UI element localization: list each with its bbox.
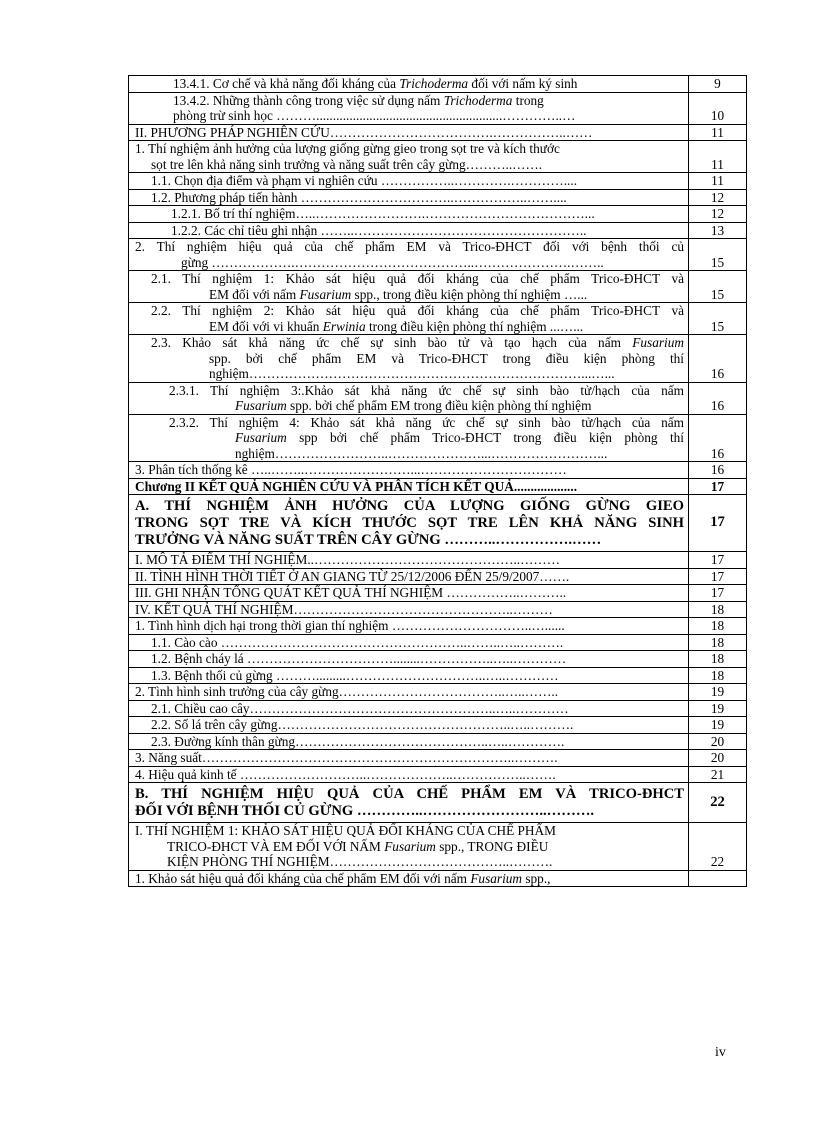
toc-entry-line (151, 190, 684, 206)
toc-entry-text: 13.4.1. Cơ chế và khả năng đối kháng của (173, 76, 400, 91)
toc-entry-line (135, 602, 684, 618)
toc-entry-line (173, 93, 684, 109)
toc-entry (129, 783, 689, 823)
toc-page-number: 15 (689, 239, 747, 271)
toc-entry-text: 2.1. Chiều cao cây………………………………………………..…..………… (151, 700, 569, 716)
toc-entry-line (171, 206, 684, 222)
toc-entry-line (135, 498, 684, 515)
toc-entry-line (135, 803, 684, 820)
toc-page-number: 18 (689, 667, 747, 684)
toc-row (129, 206, 747, 223)
toc-entry (129, 667, 689, 684)
toc-entry-italic: Fusarium (235, 398, 287, 413)
toc-entry-italic: Trichoderma (399, 76, 469, 91)
toc-entry-line (169, 430, 684, 446)
toc-entry-text: KIỆN PHÒNG THÍ NGHIỆM…………………………………..………. (167, 854, 553, 869)
toc-row (129, 750, 747, 767)
toc-entry (129, 173, 689, 190)
toc-entry-text: 1.2.1. Bố trí thí nghiệm…..…………………….………………………………... (171, 206, 595, 221)
toc-entry (129, 568, 689, 585)
page-number: iv (715, 1045, 726, 1060)
toc-entry-text: EM đối với nấm (209, 286, 300, 302)
toc-entry (129, 733, 689, 750)
toc-entry-text: spp. bởi chế phẩm EM và Trico-ĐHCT trong điều kiện phòng thí (209, 350, 684, 366)
toc-entry (129, 124, 689, 141)
toc-entry-line (135, 141, 684, 157)
toc-entry-text: IV. KẾT QUẢ THÍ NGHIỆM…………………………………………..……… (135, 601, 553, 617)
toc-entry-text: A. THÍ NGHIỆM ẢNH HƯỞNG CỦA LƯỢNG GIỐNG GỪNG GIEO (135, 498, 684, 514)
toc-entry (129, 239, 689, 271)
toc-entry-italic: Fusarium (299, 286, 352, 302)
toc-entry (129, 634, 689, 651)
toc-row (129, 141, 747, 173)
toc-row (129, 382, 747, 414)
toc-row (129, 462, 747, 479)
toc-entry-text: 2. Tình hình sinh trưởng của cây gừng………………………………..…..…….. (135, 684, 559, 699)
toc-row (129, 783, 747, 823)
toc-entry-text: EM đối với vi khuẩn (209, 318, 323, 334)
toc-entry-text: B. THÍ NGHIỆM HIỆU QUẢ CỦA CHẾ PHẨM EM VÀ TRICO-ĐHCT (135, 786, 684, 802)
toc-page-number: 12 (689, 206, 747, 223)
toc-page-number: 18 (689, 618, 747, 635)
toc-page-number: 17 (689, 552, 747, 569)
toc-row (129, 717, 747, 734)
toc-entry-after: spp., (522, 870, 551, 886)
toc-page-number: 16 (689, 414, 747, 462)
toc-entry-text: phòng trừ sinh học ………........................................................…………..… (173, 108, 576, 123)
toc-page-number: 19 (689, 684, 747, 701)
toc-entry-text: 1.1. Chọn địa điểm và phạm vi nghiên cứu ……………..………….………….... (151, 173, 578, 188)
toc-row (129, 601, 747, 618)
toc-entry-text: 1.3. Bệnh thối củ gừng ……….........…………………………..…..………… (151, 667, 559, 683)
toc-entry-line (135, 125, 684, 141)
toc-entry-after: đối với nấm ký sinh (468, 76, 578, 91)
toc-entry-line (151, 717, 684, 733)
toc-entry-line (151, 635, 684, 651)
toc-page-number: 20 (689, 733, 747, 750)
toc-page-number: 11 (689, 124, 747, 141)
toc-page-number (689, 870, 747, 887)
toc-row (129, 667, 747, 684)
toc-entry-text: 2.3. Đường kính thân gừng……………………………………..…..…………. (151, 733, 565, 749)
toc-entry-line (135, 871, 684, 887)
toc-row (129, 684, 747, 701)
toc-entry (129, 684, 689, 701)
toc-entry-line (151, 335, 684, 351)
toc-entry (129, 870, 689, 887)
toc-entry-line (151, 303, 684, 319)
toc-entry-text: 1.1. Cào cào ………………………………………………..……..…..………. (151, 634, 564, 650)
toc-page-number: 18 (689, 601, 747, 618)
toc-page-number: 18 (689, 651, 747, 668)
toc-page-number: 11 (689, 141, 747, 173)
toc-row (129, 414, 747, 462)
toc-page-number: 17 (689, 585, 747, 602)
toc-row (129, 823, 747, 871)
toc-entry-line (135, 239, 684, 255)
toc-entry-italic: Fusarium (384, 838, 436, 854)
toc-entry-line (135, 552, 684, 568)
toc-entry-text: spp., TRONG ĐIỀU (435, 838, 549, 854)
toc-entry-line (135, 839, 684, 855)
toc-entry (129, 462, 689, 479)
toc-row (129, 189, 747, 206)
toc-page-number: 22 (689, 783, 747, 823)
toc-body (129, 76, 747, 887)
toc-row (129, 495, 747, 552)
toc-entry-text: ĐỐI VỚI BỆNH THỐI CỦ GỪNG …………..……………………..………. (135, 803, 595, 819)
toc-row (129, 634, 747, 651)
toc-entry-line (135, 479, 684, 495)
toc-entry-text: I. MÔ TẢ ĐIỂM THÍ NGHIỆM..………………………………………..……… (135, 552, 560, 567)
toc-entry-text: nghiệm……………………..…………………...……………………... (235, 445, 608, 461)
toc-entry-text: 2.3.2. Thí nghiệm 4: Khảo sát khả năng ức chế sự sinh bào tử/hạch của nấm (169, 414, 684, 430)
toc-entry-text: TRICO-ĐHCT VÀ EM ĐỐI VỚI NẤM (167, 838, 385, 854)
toc-entry-text: 2.3. Khảo sát khả năng ức chế sự sinh bào tử và tạo hạch của nấm (151, 335, 633, 350)
table-of-contents (128, 75, 747, 887)
toc-entry-after: trong (512, 92, 544, 108)
toc-row (129, 552, 747, 569)
toc-entry-line (151, 734, 684, 750)
toc-entry (129, 495, 689, 552)
toc-page-number: 13 (689, 222, 747, 239)
toc-entry-line (135, 618, 684, 634)
toc-entry-text: 2.1. Thí nghiệm 1: Khảo sát hiệu quả đối kháng của chế phẩm Trico-ĐHCT và (151, 271, 684, 286)
toc-row (129, 766, 747, 783)
toc-page-number: 15 (689, 271, 747, 303)
toc-entry-text: 3. Phân tích thống kê …..……..……………………...…………………………… (135, 462, 567, 477)
toc-page-number: 19 (689, 717, 747, 734)
toc-page-number: 17 (689, 495, 747, 552)
toc-entry-text: Chương II KẾT QUẢ NGHIÊN CỨU VÀ PHÂN TÍCH KẾT QUẢ................... (135, 478, 578, 494)
toc-entry-line (135, 684, 684, 700)
toc-entry-text: 1. Thí nghiệm ảnh hưởng của lượng giống gừng gieo trong sọt tre và kích thước (135, 141, 560, 156)
toc-entry-text: III. GHI NHẬN TỔNG QUÁT KẾT QUẢ THÍ NGHIỆM ……………..……….. (135, 585, 567, 600)
toc-row (129, 124, 747, 141)
toc-entry-line (151, 701, 684, 717)
toc-page-number: 20 (689, 750, 747, 767)
toc-entry-line (135, 569, 684, 585)
toc-entry (129, 552, 689, 569)
toc-entry-text: TRONG SỌT TRE VÀ KÍCH THƯỚC SỌT TRE LÊN KHẢ NĂNG SINH (135, 515, 684, 531)
toc-page-number: 16 (689, 382, 747, 414)
toc-entry-line (135, 585, 684, 601)
toc-row (129, 173, 747, 190)
toc-entry-text: 4. Hiệu quả kinh tế ………………………..………………..……………..……. (135, 766, 556, 782)
toc-page-number: 17 (689, 478, 747, 495)
toc-entry (129, 206, 689, 223)
toc-entry-line (169, 415, 684, 431)
toc-entry (129, 222, 689, 239)
toc-entry (129, 766, 689, 783)
toc-entry (129, 601, 689, 618)
toc-row (129, 335, 747, 383)
toc-row (129, 76, 747, 93)
toc-row (129, 222, 747, 239)
toc-row (129, 651, 747, 668)
toc-entry-text: 1.2. Bệnh cháy lá ……………………………........……………..…..………… (151, 651, 567, 666)
toc-entry (129, 189, 689, 206)
toc-row (129, 568, 747, 585)
toc-entry-text: 2.2. Thí nghiệm 2: Khảo sát hiệu quả đối kháng của chế phẩm Trico-ĐHCT và (151, 303, 684, 318)
toc-row (129, 271, 747, 303)
toc-entry-line (151, 351, 684, 367)
toc-entry (129, 141, 689, 173)
toc-row (129, 700, 747, 717)
toc-entry-text: 2.3.1. Thí nghiệm 3:.Khảo sát khả năng ức chế sự sinh bào tử/hạch của nấm (169, 382, 684, 398)
toc-row (129, 618, 747, 635)
toc-entry-line (169, 398, 684, 414)
toc-entry-text: II. TÌNH HÌNH THỜI TIẾT Ở AN GIANG TỪ 25/12/2006 ĐẾN 25/9/2007……. (135, 568, 570, 584)
toc-entry-italic: Trichoderma (443, 92, 513, 108)
toc-row (129, 92, 747, 124)
toc-entry (129, 76, 689, 93)
toc-entry-text: trong điều kiện phòng thí nghiệm ...…... (365, 318, 584, 334)
toc-entry-line (173, 108, 684, 124)
toc-entry-text: sọt tre lên khả năng sinh trưởng và năng suất trên cây gừng………..……. (151, 156, 543, 172)
toc-entry-text: 3. Năng suất……………………………………………………………..………. (135, 750, 558, 765)
toc-entry-text: 1. Khảo sát hiệu quả đối kháng của chế phẩm EM đối với nấm (135, 870, 471, 886)
toc-entry-line (151, 287, 684, 303)
toc-entry-line (173, 76, 684, 92)
toc-entry-text: 1.2. Phương pháp tiến hành ……………………………..……………..…….... (151, 189, 567, 205)
toc-entry-text: TRƯỞNG VÀ NĂNG SUẤT TRÊN CÂY GỪNG ………..…………….…… (135, 532, 602, 548)
toc-entry-line (135, 515, 684, 532)
toc-page-number: 22 (689, 823, 747, 871)
toc-entry-text: nghiệm…………………………………………………………………...…... (209, 366, 615, 381)
toc-page-number: 9 (689, 76, 747, 93)
toc-entry (129, 414, 689, 462)
toc-entry-text: 2. Thí nghiệm hiệu quả của chế phẩm EM và Trico-ĐHCT đối với bệnh thối củ (135, 239, 684, 254)
toc-entry-line (135, 767, 684, 783)
toc-entry (129, 478, 689, 495)
toc-entry-text: spp. bởi chế phẩm EM trong điều kiện phòng thí nghiệm (286, 398, 592, 413)
toc-entry-line (135, 786, 684, 803)
toc-entry-line (171, 223, 684, 239)
toc-entry-line (151, 651, 684, 667)
toc-entry-text: gừng ……………….…………………………………..………………….…….. (181, 254, 604, 270)
toc-entry (129, 92, 689, 124)
toc-entry-line (169, 383, 684, 399)
toc-entry-line (151, 366, 684, 382)
toc-entry-text: II. PHƯƠNG PHÁP NGHIÊN CỨU……………………………….……………..…… (135, 124, 593, 140)
toc-row (129, 239, 747, 271)
toc-entry-line (135, 462, 684, 478)
toc-entry-italic: Fusarium (470, 870, 523, 886)
toc-entry-line (135, 157, 684, 173)
toc-entry-line (151, 173, 684, 189)
toc-page-number: 10 (689, 92, 747, 124)
toc-page-number: 21 (689, 766, 747, 783)
toc-page-number: 15 (689, 303, 747, 335)
toc-entry-italic: Fusarium (235, 430, 287, 445)
toc-entry (129, 651, 689, 668)
toc-entry (129, 271, 689, 303)
toc-page-number: 18 (689, 634, 747, 651)
toc-entry (129, 335, 689, 383)
toc-entry-line (135, 532, 684, 549)
toc-entry-line (135, 255, 684, 271)
toc-entry-text: spp bởi chế phẩm Trico-ĐHCT trong điều kiện phòng thí (286, 430, 684, 445)
toc-entry (129, 382, 689, 414)
toc-page-number: 12 (689, 189, 747, 206)
toc-page-number: 16 (689, 462, 747, 479)
toc-entry-text: 13.4.2. Những thành công trong việc sử dụng nấm (173, 92, 444, 108)
toc-entry-text: 1. Tình hình dịch hại trong thời gian thí nghiệm …………………………..…...... (135, 618, 565, 633)
toc-entry-italic: Fusarium (632, 335, 684, 350)
toc-row (129, 478, 747, 495)
toc-row (129, 303, 747, 335)
toc-entry-line (151, 319, 684, 335)
toc-entry-text: I. THÍ NGHIỆM 1: KHẢO SÁT HIỆU QUẢ ĐỐI KHÁNG CỦA CHẾ PHẨM (135, 823, 556, 838)
toc-entry-text: 1.2.2. Các chỉ tiêu ghi nhận ……..…………………………………………….. (171, 222, 587, 238)
toc-row (129, 870, 747, 887)
toc-entry-text: 2.2. Số lá trên cây gừng……………………………………………..…..………. (151, 717, 574, 732)
toc-entry-line (151, 271, 684, 287)
toc-entry (129, 823, 689, 871)
toc-entry (129, 303, 689, 335)
toc-row (129, 585, 747, 602)
toc-entry (129, 618, 689, 635)
toc-entry (129, 750, 689, 767)
toc-entry-line (169, 446, 684, 462)
toc-entry-line (135, 823, 684, 839)
toc-entry (129, 700, 689, 717)
toc-entry (129, 717, 689, 734)
toc-page-number: 11 (689, 173, 747, 190)
toc-page-number: 16 (689, 335, 747, 383)
toc-entry-line (135, 854, 684, 870)
toc-row (129, 733, 747, 750)
toc-entry-line (151, 668, 684, 684)
toc-entry-italic: Erwinia (322, 318, 366, 334)
toc-page-number: 17 (689, 568, 747, 585)
toc-entry (129, 585, 689, 602)
toc-page-number: 19 (689, 700, 747, 717)
toc-entry-line (135, 750, 684, 766)
toc-entry-text: spp., trong điều kiện phòng thí nghiệm …... (351, 286, 588, 302)
